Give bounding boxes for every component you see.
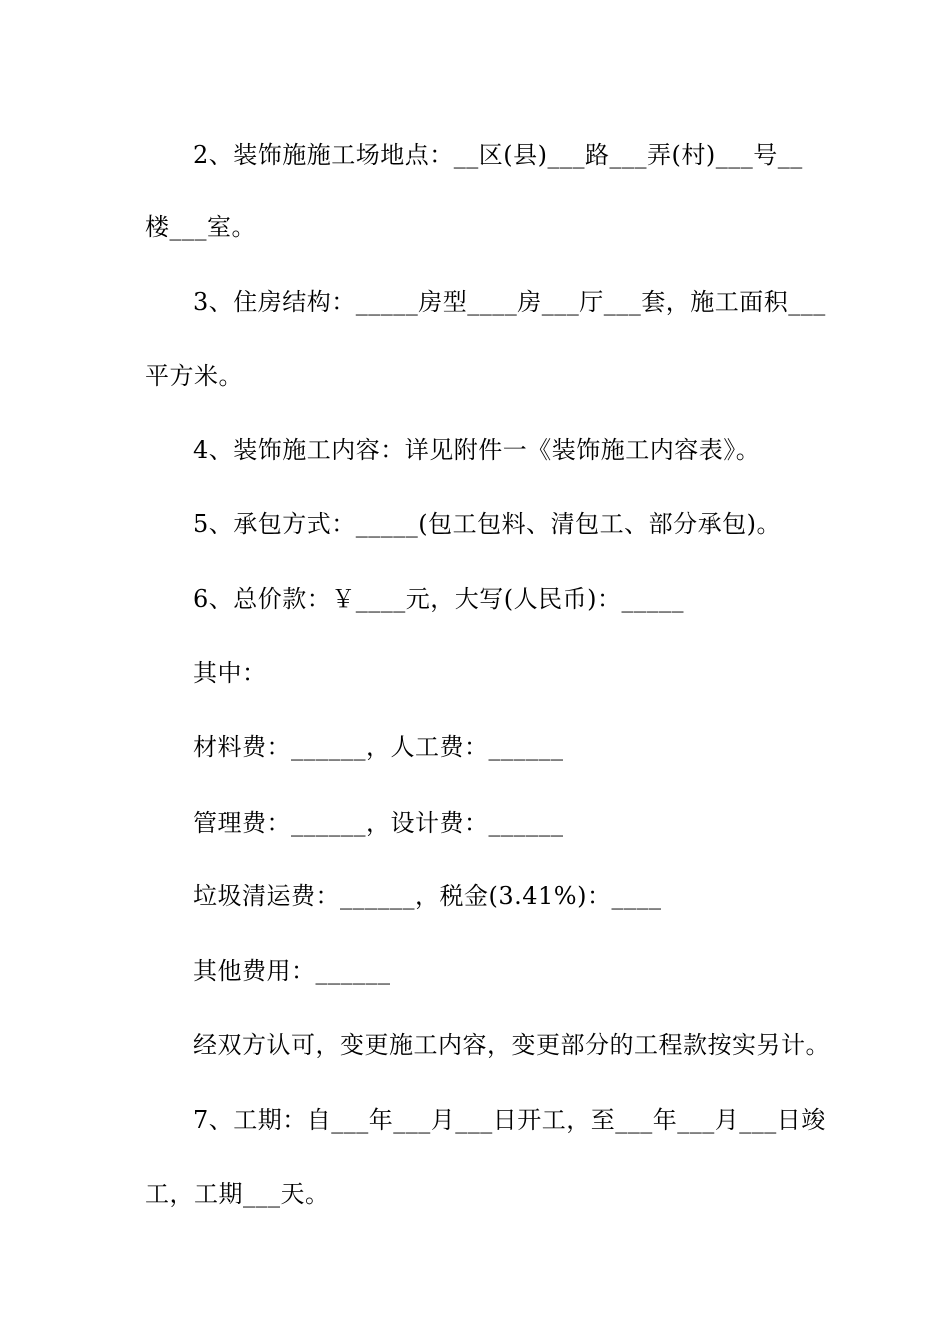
clause-2-continuation: 楼___室。	[145, 213, 256, 241]
fee-other: 其他费用：______	[193, 957, 391, 985]
fee-materials-labor: 材料费：______，人工费：______	[193, 733, 564, 761]
clause-7-duration: 7、工期：自___年___月___日开工，至___年___月___日竣	[193, 1106, 826, 1134]
clause-3-housing-structure: 3、住房结构：_____房型____房___厅___套，施工面积___	[193, 288, 826, 316]
clause-5-contract-method: 5、承包方式：_____(包工包料、清包工、部分承包)。	[193, 510, 781, 538]
clause-6-among-which: 其中：	[193, 659, 267, 687]
clause-2-site-location: 2、装饰施施工场地点：__区(县)___路___弄(村)___号__	[193, 141, 803, 169]
clause-3-continuation: 平方米。	[145, 362, 243, 390]
clause-6-change-note: 经双方认可，变更施工内容，变更部分的工程款按实另计。	[193, 1031, 830, 1059]
fee-waste-tax: 垃圾清运费：______，税金(3.41%)：____	[193, 882, 662, 910]
clause-6-total-price: 6、总价款：￥____元，大写(人民币)：_____	[193, 585, 684, 613]
clause-7-continuation: 工，工期___天。	[145, 1180, 330, 1208]
clause-4-work-content: 4、装饰施工内容：详见附件一《装饰施工内容表》。	[193, 436, 761, 464]
fee-management-design: 管理费：______，设计费：______	[193, 809, 564, 837]
